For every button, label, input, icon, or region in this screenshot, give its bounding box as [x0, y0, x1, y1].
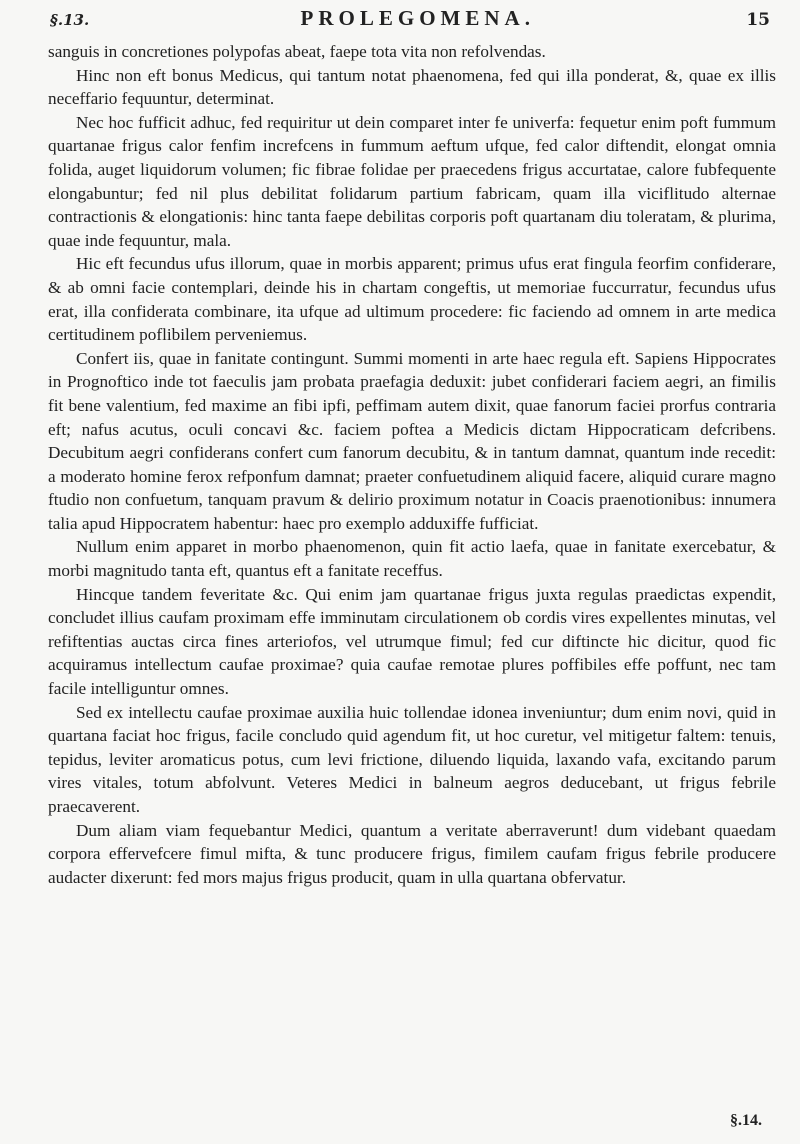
- catchword: §.14.: [730, 1112, 762, 1129]
- running-title: PROLEGOMENA.: [300, 6, 535, 30]
- paragraph: Hincque tandem feveritate &c. Qui enim jam quartanae frigus juxta regulas praedictas expendit, concludet illius caufam proximam effe imminutam circulationem ob cordis vires expellentes minutas, vel refiftentias auctas circa fines arteriofos, vel utrumque fimul; fed cur diftincte hic dicitur, quod fic acquiramus intellectum caufae proximae? quia caufae remotae plures poffibiles effe poffunt, nec tam facile intelliguntur omnes.: [48, 584, 776, 699]
- paragraph: sanguis in concretiones polypofas abeat, faepe tota vita non refolvendas.: [48, 42, 546, 61]
- paragraph: Hic eft fecundus ufus illorum, quae in morbis apparent; primus ufus erat fingula feorfim confiderare, & ab omni facie contemplari, deinde his in chartam congeftis, ut memoriae fuccurratur, fecundus ufus erat, illa confiderata combinare, ita ufque ad ultimum procedere: fic faciendo ad omnem in arte medica certitudinem poflibilem perveniemus.: [48, 254, 776, 345]
- body-text: [48, 40, 776, 889]
- paragraph: Hinc non eft bonus Medicus, qui tantum notat phaenomena, fed qui illa ponderat, &, quae ex illis neceffario fequuntur, determinat.: [48, 65, 776, 109]
- paragraph: Sed ex intellectu caufae proximae auxilia huic tollendae idonea inveniuntur; dum enim novi, quid in quartana faciat hoc frigus, facile concludo quid agendum fit, ut hoc curetur, vel mitigetur faltem: tenuis, tepidus, leviter aromaticus potus, cum levi frictione, diluendo liquida, laxando vafa, excitando parum vires vitales, totum abfolvunt. Veteres Medici in balneum aegros deducebant, ut frigus febrile praecaverent.: [48, 702, 776, 816]
- paragraph: Dum aliam viam fequebantur Medici, quantum a veritate aberraverunt! dum videbant quaedam corpora effervefcere fimul mifta, & tunc producere frigus, fimilem caufam frigus febrile producere audacter dixerunt: fed mors majus frigus producit, quam in ulla quartana obfervatur.: [48, 820, 776, 887]
- section-number: §.13.: [50, 11, 90, 29]
- paragraph: Confert iis, quae in fanitate contingunt. Summi momenti in arte haec regula eft. Sapiens Hippocrates in Prognoftico inde tot faeculis jam probata praefagia deduxit: jubet confiderari faciem aegri, an fimilis fit bene valentium, fed maxime an fibi ipfi, peffimam autem dixit, quae fanorum faciei prorfus contraria eft; nafus acutus, oculi concavi &c. faciem poftea a Medicis dictam Hippocraticam defcribens. Decubitum aegri confiderans confert cum fanorum decubitu, & in tantum damnat, quantum inde recedit: a moderato homine ferox refponfum damnat; praeter confuetudinem aliquid facere, aliquid curare magno ftudio non confuetum, tanquam pravum & delirio proximum notatur in Coacis praenotionibus: innumera talia apud Hippocratem habentur: haec pro exemplo adduxiffe fufficiat.: [48, 348, 776, 533]
- paragraph: Nullum enim apparet in morbo phaenomenon, quin fit actio laefa, quae in fanitate exercebatur, & morbi magnitudo tanta eft, quantus eft a fanitate receffus.: [48, 537, 776, 581]
- page-number: 15: [746, 10, 770, 30]
- page-header: [48, 6, 776, 34]
- paragraph: Nec hoc fufficit adhuc, fed requiritur ut dein comparet inter fe univerfa: fequetur enim poft fummum quartanae frigus calor fenfim increfcens in fummum aeftum ufque, fed calor diftendit, elongat omnia folida, auget liquidorum volumen; fic fibrae folidae per praecedens frigus accurtatae, calore fubfequente elongabuntur; fed nil plus debilitat folidarum partium fabricam, quam illa viciflitudo alternae contractionis & elongationis: hinc tanta faepe debilitas corporis poft quartanam diu toleratam, & plurima, quae inde fequuntur, mala.: [48, 112, 776, 250]
